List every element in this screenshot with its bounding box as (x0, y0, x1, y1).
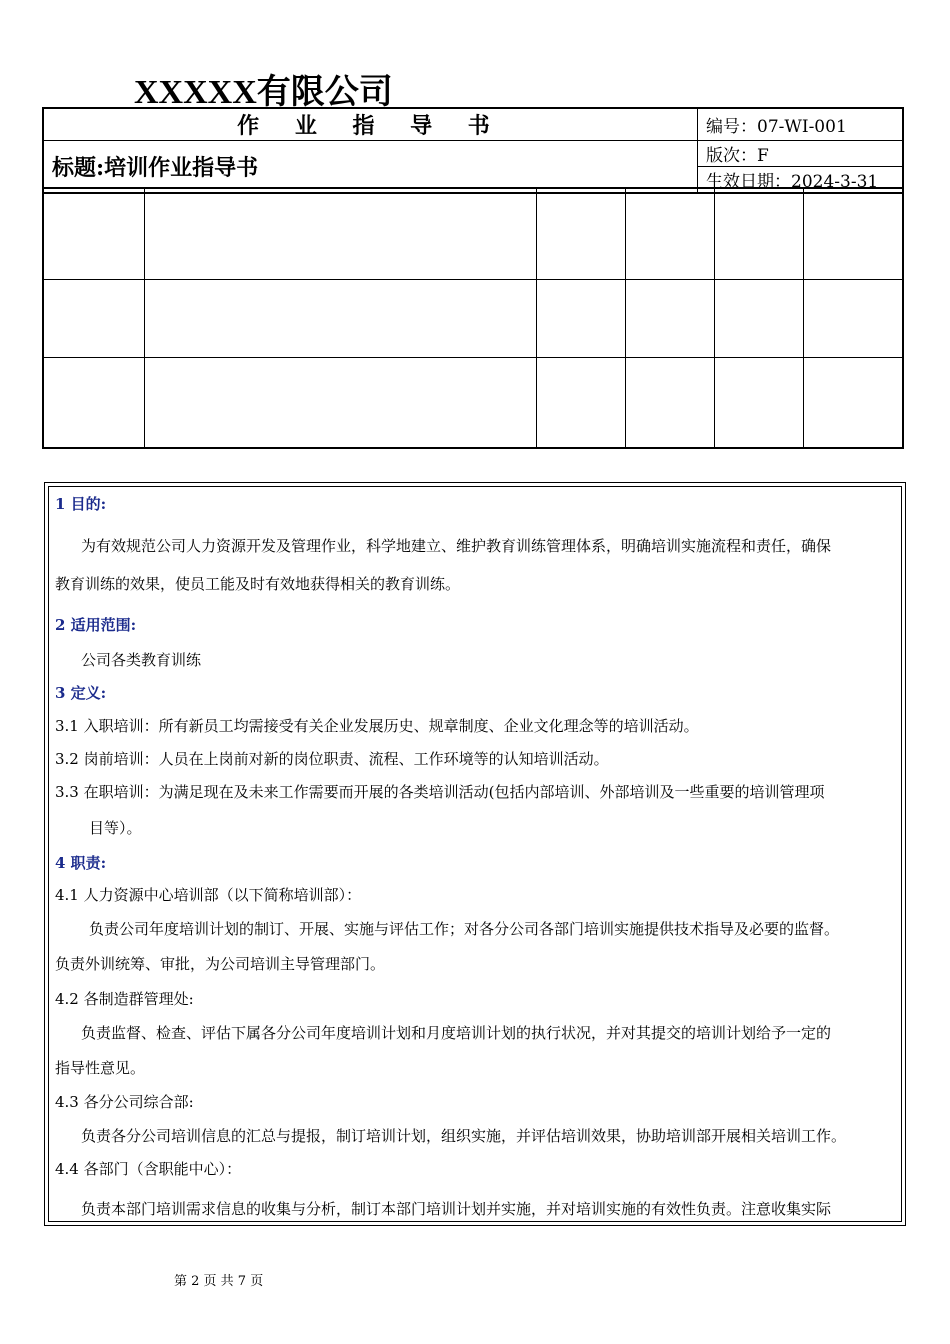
document-version: 版次：F (698, 141, 904, 167)
section-4-2-paragraph-line-1: 负责监督、检查、评估下属各分公司年度培训计划和月度培训计划的执行状况，并对其提交的培训计划给予一定的 (81, 1024, 832, 1042)
section-3-3-line-2: 目等）。 (89, 819, 142, 837)
section-1-paragraph-line-1: 为有效规范公司人力资源开发及管理作业，科学地建立、维护教育训练管理体系，明确培训实施流程和责任，确保 (81, 537, 832, 555)
content-body (48, 486, 902, 1222)
revision-table (42, 187, 904, 449)
section-4-1-heading: 4.1 人力资源中心培训部（以下简称培训部）： (55, 886, 362, 904)
page-footer: 第 2 页 共 7 页 (174, 1274, 264, 1289)
section-4-4-heading: 4.4 各部门（含职能中心）： (55, 1160, 242, 1178)
table-row (43, 357, 903, 448)
section-2-paragraph: 公司各类教育训练 (81, 651, 202, 669)
section-4-3-paragraph: 负责各分公司培训信息的汇总与提报，制订培训计划，组织实施，并评估培训效果，协助培训部开展相关培训工作。 (81, 1127, 847, 1145)
section-1-paragraph-line-2: 教育训练的效果，使员工能及时有效地获得相关的教育训练。 (55, 575, 461, 593)
section-4-heading: 4 职责: (55, 854, 107, 872)
section-2-heading: 2 适用范围: (55, 616, 137, 634)
section-4-3-heading: 4.3 各分公司综合部: (55, 1093, 194, 1111)
section-4-2-paragraph-line-2: 指导性意见。 (55, 1059, 146, 1077)
section-4-4-paragraph: 负责本部门培训需求信息的收集与分析，制订本部门培训计划并实施，并对培训实施的有效性负责。注意收集实际 (81, 1200, 832, 1218)
section-3-heading: 3 定义: (55, 684, 107, 702)
document-code: 编号：07-WI-001 (698, 108, 904, 141)
section-4-2-heading: 4.2 各制造群管理处: (55, 990, 194, 1008)
document-title: 标题:培训作业指导书 (43, 141, 698, 194)
section-3-1: 3.1 入职培训：所有新员工均需接受有关企业发展历史、规章制度、企业文化理念等的培训活动。 (55, 717, 699, 735)
section-3-2: 3.2 岗前培训：人员在上岗前对新的岗位职责、流程、工作环境等的认知培训活动。 (55, 750, 609, 768)
section-3-3-line-1: 3.3 在职培训：为满足现在及未来工作需要而开展的各类培训活动(包括内部培训、外部培训及一些重要的培训管理项 (55, 783, 825, 801)
document-header-table (42, 107, 904, 194)
table-row (43, 188, 903, 279)
effective-date: 生效日期：2024-3-31 (698, 167, 904, 194)
table-row (43, 279, 903, 357)
section-4-1-paragraph-line-2: 负责外训统筹、审批，为公司培训主导管理部门。 (55, 955, 386, 973)
company-name: XXXXX有限公司 (134, 74, 393, 111)
section-1-heading: 1 目的: (55, 495, 107, 513)
content-box (44, 482, 906, 1226)
section-4-1-paragraph-line-1: 负责公司年度培训计划的制订、开展、实施与评估工作；对各分公司各部门培训实施提供技术指导及必要的监督。 (89, 920, 840, 938)
document-type: 作 业 指 导 书 (43, 108, 698, 141)
